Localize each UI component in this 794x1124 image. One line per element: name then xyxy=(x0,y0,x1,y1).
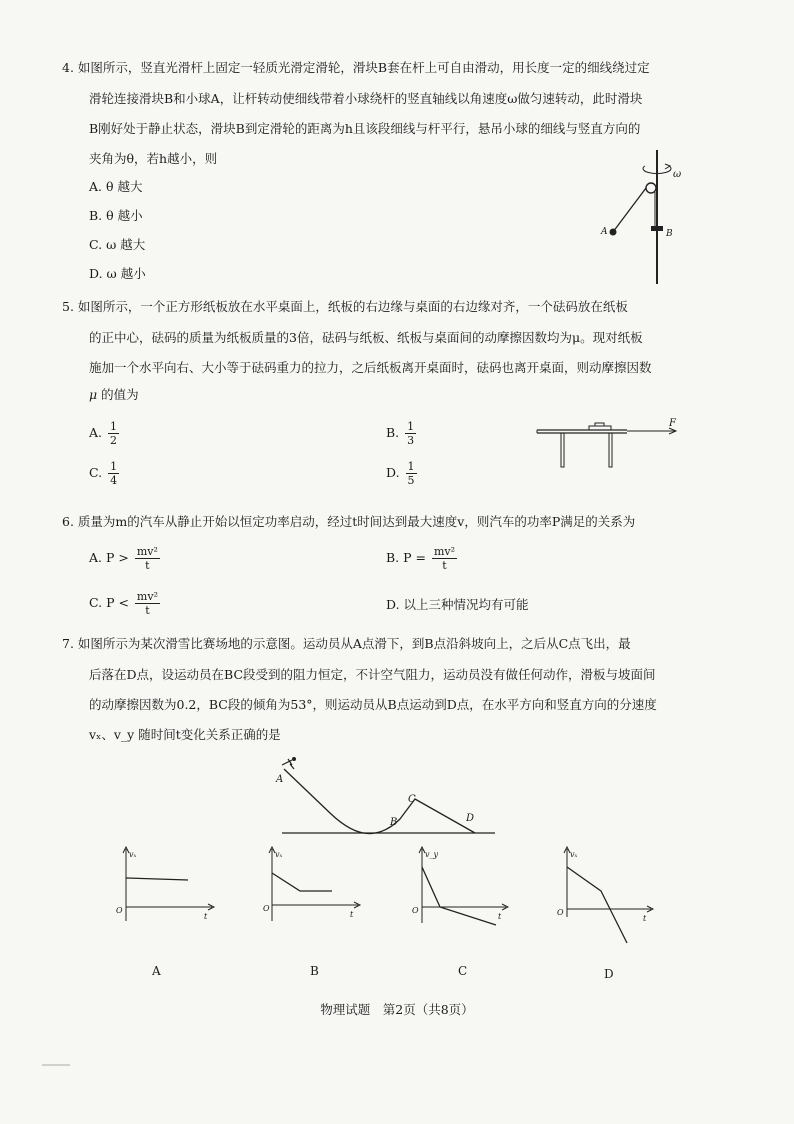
graph-a-xlabel: t xyxy=(204,912,208,921)
graph-a-ylabel: vₓ xyxy=(129,850,137,859)
q7-line-1: 7. 如图所示为某次滑雪比赛场地的示意图。运动员从A点滑下，到B点沿斜坡向上，之后从C点飞出，最 xyxy=(62,636,631,651)
graph-d xyxy=(555,845,665,945)
q4-line-4: 夹角为θ，若h越小，则 xyxy=(89,151,218,166)
q5-line-4 xyxy=(89,387,139,403)
q4-option-d[interactable]: D. ω 越小 xyxy=(89,266,146,281)
graph-a-letter[interactable]: A xyxy=(152,964,161,978)
q5-line-4-text: 的值为 xyxy=(101,387,139,402)
q6-option-c[interactable] xyxy=(89,590,160,617)
q5-option-b[interactable] xyxy=(386,420,416,447)
q5-option-a-fraction: $\frac{1}{2}$ xyxy=(110,420,117,447)
mu-symbol: μ xyxy=(89,387,98,402)
q5-option-b-fraction: $\frac{1}{3}$ xyxy=(407,420,415,447)
graph-a-origin: O xyxy=(116,906,123,915)
graph-b xyxy=(262,845,372,925)
q5-label-f: F xyxy=(669,418,676,429)
q5-option-d[interactable] xyxy=(386,460,417,487)
q6-line: 6. 质量为m的汽车从静止开始以恒定功率启动，经过t时间达到最大速度v，则汽车的功率P满足的关系为 xyxy=(62,514,636,529)
q5-option-c[interactable] xyxy=(89,460,119,487)
q7-line-2: 后落在D点，设运动员在BC段受到的阻力恒定，不计空气阻力，运动员没有做任何动作，滑板与坡面间 xyxy=(89,667,656,682)
q4-figure-pulley-rod xyxy=(595,150,695,290)
track-label-d: D xyxy=(466,813,475,824)
graph-c-ylabel: v_y xyxy=(425,850,439,859)
q6-option-a[interactable] xyxy=(89,545,160,572)
graph-d-origin: O xyxy=(557,908,564,917)
q6-option-d[interactable]: D. 以上三种情况均有可能 xyxy=(386,597,529,612)
track-label-c: C xyxy=(408,794,416,805)
q4-option-c[interactable]: C. ω 越大 xyxy=(89,237,146,252)
graph-b-origin: O xyxy=(263,904,270,913)
q6-option-b[interactable] xyxy=(386,545,457,572)
track-label-b: B xyxy=(390,817,398,828)
graph-b-xlabel: t xyxy=(350,910,354,919)
graph-c-letter[interactable]: C xyxy=(458,964,468,978)
q4-line-1: 4. 如图所示，竖直光滑杆上固定一轻质光滑定滑轮，滑块B套在杆上可自由滑动，用长度一定的细线绕过定 xyxy=(62,60,650,75)
q5-figure-table xyxy=(535,415,685,475)
graph-d-letter[interactable]: D xyxy=(604,967,614,981)
graph-c-origin: O xyxy=(412,906,419,915)
page-footer: 物理试题 第2页（共8页） xyxy=(320,1002,474,1017)
q6-option-b-prefix: B. P = xyxy=(386,550,426,565)
graph-b-letter[interactable]: B xyxy=(310,964,319,978)
graph-a xyxy=(112,845,222,925)
q4-label-a: A xyxy=(601,227,608,237)
q4-line-3: B刚好处于静止状态，滑块B到定滑轮的距离为h且该段细线与杆平行，悬吊小球的细线与竖直方向的 xyxy=(89,121,641,136)
q5-option-d-prefix: D. xyxy=(386,465,400,480)
q5-option-c-fraction: $\frac{1}{4}$ xyxy=(110,460,118,487)
q5-option-b-prefix: B. xyxy=(386,425,400,440)
q5-option-d-fraction: $\frac{1}{5}$ xyxy=(407,460,415,487)
q7-ski-track-figure xyxy=(270,755,500,837)
graph-b-ylabel: vₓ xyxy=(275,850,283,859)
q6-option-a-fraction: $\frac{\text{mv²}}{t}$ xyxy=(136,545,158,572)
q6-option-c-prefix: C. P < xyxy=(89,595,129,610)
q6-option-c-fraction: $\frac{\text{mv²}}{t}$ xyxy=(136,590,158,617)
scan-smudge xyxy=(42,1064,70,1066)
q7-line-4: vₓ、v_y 随时间t变化关系正确的是 xyxy=(89,727,281,742)
q6-option-a-prefix: A. P > xyxy=(89,550,129,565)
q6-option-b-fraction: $\frac{\text{mv²}}{t}$ xyxy=(433,545,456,572)
q5-option-c-prefix: C. xyxy=(89,465,103,480)
q5-line-3: 施加一个水平向右、大小等于砝码重力的拉力，之后纸板离开桌面时，砝码也离开桌面，则动摩擦因数 xyxy=(89,360,652,375)
graph-c xyxy=(408,845,518,925)
q4-label-b: B xyxy=(666,229,673,239)
q4-label-omega: ω xyxy=(673,169,682,180)
graph-d-xlabel: t xyxy=(643,914,647,923)
q7-line-3: 的动摩擦因数为0.2，BC段的倾角为53°，则运动员从B点运动到D点，在水平方向和竖直方向的分速度 xyxy=(89,697,657,712)
q4-option-b[interactable]: B. θ 越小 xyxy=(89,208,143,223)
graph-d-ylabel: vₓ xyxy=(570,850,578,859)
q5-line-1: 5. 如图所示，一个正方形纸板放在水平桌面上，纸板的右边缘与桌面的右边缘对齐，一个砝码放在纸板 xyxy=(62,299,628,314)
graph-c-xlabel: t xyxy=(498,912,502,921)
q5-line-2: 的正中心，砝码的质量为纸板质量的3倍，砝码与纸板、纸板与桌面间的动摩擦因数均为μ。现对纸板 xyxy=(89,330,643,345)
q4-option-a[interactable]: A. θ 越大 xyxy=(89,179,143,194)
q5-option-a-prefix: A. xyxy=(89,425,103,440)
track-label-a: A xyxy=(276,774,284,785)
q5-option-a[interactable] xyxy=(89,420,119,447)
q4-line-2: 滑轮连接滑块B和小球A，让杆转动使细线带着小球绕杆的竖直轴线以角速度ω做匀速转动，此时滑块 xyxy=(89,91,643,106)
